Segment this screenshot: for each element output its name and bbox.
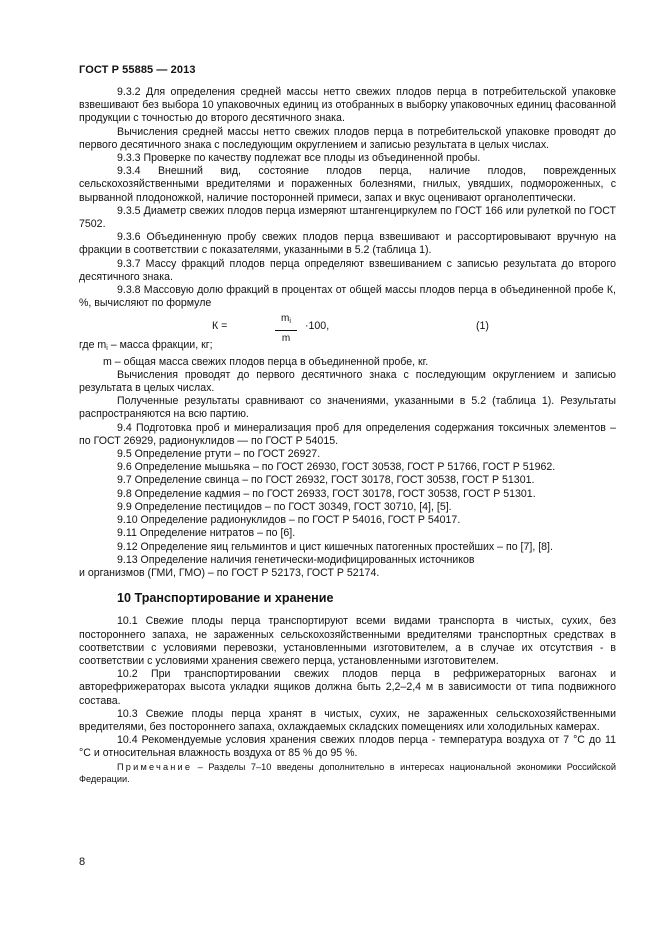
note-label: Примечание <box>117 761 193 772</box>
paragraph: 9.3.3 Проверке по качеству подлежат все плоды из объединенной пробы. <box>117 152 481 165</box>
paragraph: Вычисления проводят до первого десятичного знака с последующим округлением и записью результата в целых числах. <box>79 368 616 395</box>
paragraph: 9.3.4 Внешний вид, состояние плодов перца, наличие плодов, поврежденных сельскохозяйственными вредителями и пораженных болезнями, гнилых, увядших, подмороженных, с вырванной плодоножкой, наличие посторонней примеси, запах и вкус оценивают органолептически. <box>79 165 616 204</box>
page-number: 8 <box>79 856 86 868</box>
note <box>79 761 616 785</box>
formula-rhs: ·100, <box>305 320 330 333</box>
formula-denominator: m <box>281 332 291 344</box>
paragraph: 9.9 Определение пестицидов – по ГОСТ 30349, ГОСТ 30710, [4], [5]. <box>117 500 452 513</box>
paragraph: 10.1 Свежие плоды перца транспортируют всеми видами транспорта в чистых, сухих, без постороннего запаха, не зараженных сельскохозяйственными вредителями транспортных средствах в соответствии с условиями перевозки, установленными изготовителем, а в случае их отсутствия - в соответствии с условиями хранения свежего перца, установленными изготовителем. <box>79 615 616 667</box>
paragraph: 10.3 Свежие плоды перца хранят в чистых, сухих, не зараженных сельскохозяйственными вредителями, без постороннего запаха, охлаждаемых складских помещениях или холодильных камерах. <box>79 707 616 733</box>
formula-numerator: $m_i$ <box>275 312 297 330</box>
paragraph: 10.4 Рекомендуемые условия хранения свежих плодов перца - температура воздуха от 7 °С до 11 °С и относительная влажность воздуха от 85 % до 95 %. <box>79 734 616 760</box>
standard-header: ГОСТ Р 55885 — 2013 <box>79 64 196 76</box>
paragraph: 9.3.5 Диаметр свежих плодов перца измеряют штангенциркулем по ГОСТ 166 или рулеткой по ГОСТ 7502. <box>79 204 616 231</box>
paragraph: 9.3.6 Объединенную пробу свежих плодов перца взвешивают и рассортировывают вручную на фракции в соответствии с показателями, указанными в 5.2 (таблица 1). <box>79 231 616 257</box>
paragraph: 9.3.8 Массовую долю фракций в процентах от общей массы плодов перца в объединенной пробе К, %, вычисляют по формуле <box>79 284 616 310</box>
paragraph: 9.7 Определение свинца – по ГОСТ 26932, ГОСТ 30178, ГОСТ 30538, ГОСТ Р 51301. <box>117 474 535 487</box>
paragraph: 9.6 Определение мышьяка – по ГОСТ 26930, ГОСТ 30538, ГОСТ Р 51766, ГОСТ Р 51962. <box>117 461 556 474</box>
paragraph: Полученные результаты сравнивают со значениями, указанными в 5.2 (таблица 1). Результаты распространяются на всю партию. <box>79 395 616 421</box>
where-line-2: m – общая масса свежих плодов перца в объединенной пробе, кг. <box>103 355 429 368</box>
note-text: – Разделы 7–10 введены дополнительно в интересах национальной экономики Российской Федерации. <box>79 761 616 784</box>
paragraph: Вычисления средней массы нетто свежих плодов перца в потребительской упаковке проводят до первого десятичного знака с последующим округлением и записью результата в целых числах. <box>79 125 616 151</box>
formula-lhs: К = <box>212 320 228 333</box>
formula-number: (1) <box>476 320 489 333</box>
formula-fraction <box>275 312 297 344</box>
paragraph: 9.5 Определение ртути – по ГОСТ 26927. <box>117 448 321 461</box>
paragraph: 9.10 Определение радионуклидов – по ГОСТ Р 54016, ГОСТ Р 54017. <box>117 514 461 527</box>
page-content <box>79 86 616 785</box>
paragraph-continuation: и организмов (ГМИ, ГМО) – по ГОСТ Р 52173, ГОСТ Р 52174. <box>79 566 380 579</box>
paragraph: 9.3.7 Массу фракций плодов перца определяют взвешиванием с записью результата до второго десятичного знака. <box>79 257 616 283</box>
formula-1 <box>79 312 616 344</box>
paragraph: 9.4 Подготовка проб и минерализация проб для определения содержания токсичных элементов – по ГОСТ 26929, радионуклидов — по ГОСТ Р 54015. <box>79 421 616 447</box>
paragraph: 9.11 Определение нитратов – по [6]. <box>117 527 296 540</box>
paragraph: 9.13 Определение наличия генетически-модифицированных источников <box>117 553 475 566</box>
paragraph: 10.2 При транспортировании свежих плодов перца в рефрижераторных вагонах и авторефрижераторах высота укладки ящиков должна быть 2,2–2,4 м в зависимости от типа подвижного состава. <box>79 668 616 707</box>
where-line-1: где $m_i$ – масса фракции, кг; <box>79 339 213 353</box>
paragraph: 9.3.2 Для определения средней массы нетто свежих плодов перца в потребительской упаковке взвешивают без выбора 10 упаковочных единиц из отобранных в выборку упаковочных единиц фасованной продукции с точностью до второго десятичного знака. <box>79 86 616 125</box>
paragraph: 9.12 Определение яиц гельминтов и цист кишечных патогенных простейших – по [7], [8]. <box>117 540 553 553</box>
paragraph: 9.8 Определение кадмия – по ГОСТ 26933, ГОСТ 30178, ГОСТ 30538, ГОСТ Р 51301. <box>117 487 536 500</box>
section-title: 10 Транспортирование и хранение <box>117 591 334 606</box>
